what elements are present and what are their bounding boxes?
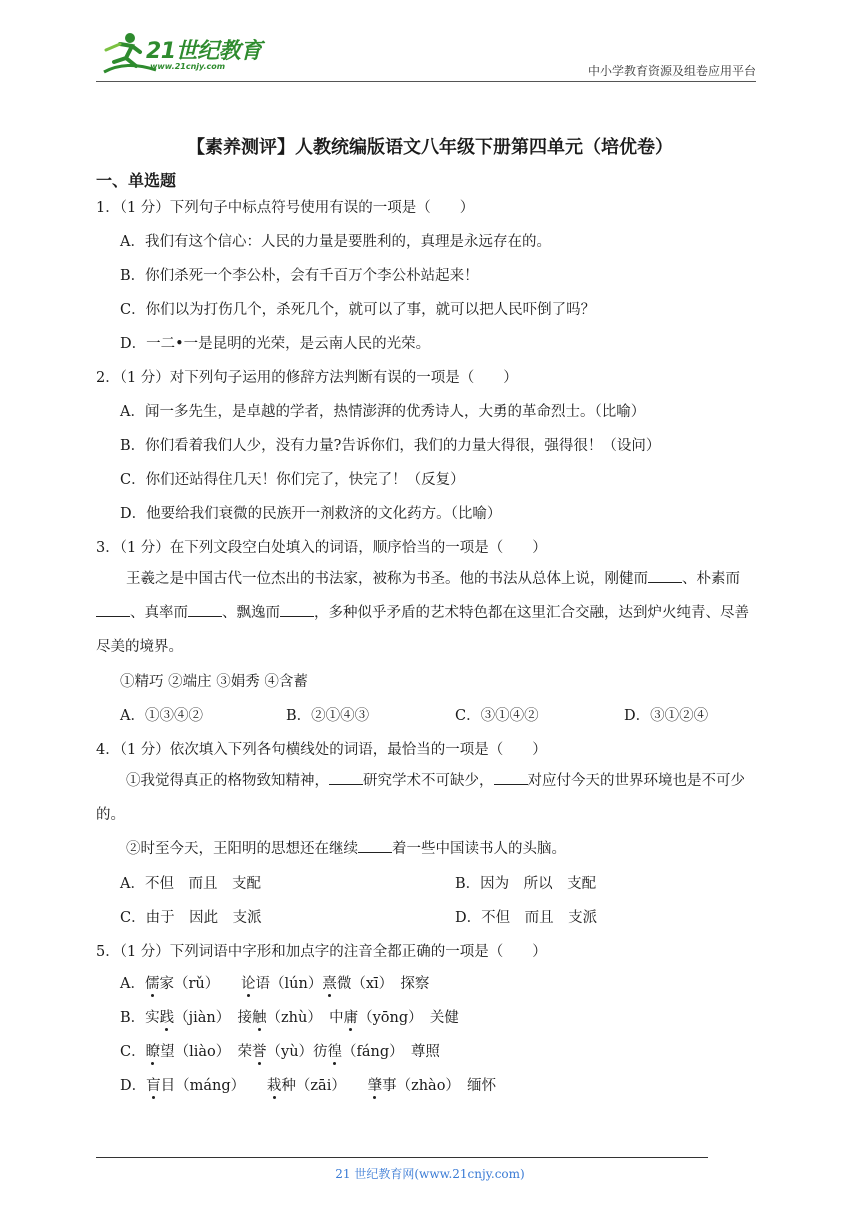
question-1-option-b: B．你们杀死一个李公朴，会有千百万个李公朴站起来！ (120, 268, 479, 284)
question-3-option-b: B．②①④③ (286, 708, 370, 724)
question-1-option-c: C．你们以为打伤几个，杀死几个，就可以了事，就可以把人民吓倒了吗？ (120, 302, 596, 318)
question-3-option-d: D．③①②④ (624, 708, 709, 724)
footer-divider (96, 1157, 708, 1158)
logo-text: 21世纪教育 (146, 39, 262, 64)
question-4-option-d: D．不但 而且 支派 (455, 910, 598, 926)
blank-line (96, 602, 130, 617)
question-4-stem: 4．（1 分）依次填入下列各句横线处的词语，最恰当的一项是（ ） (96, 742, 547, 758)
question-3-passage: 王羲之是中国古代一位杰出的书法家，被称为书圣。他的书法从总体上说，刚健而 、朴素而、真率而 、飘逸而 ，多种似乎矛盾的艺术特色都在这里汇合交融，达到炉火纯青、尽善尽美的境界。 (96, 562, 760, 664)
question-4-option-b: B．因为 所以 支配 (455, 876, 597, 892)
blank-line (648, 568, 682, 583)
footer-link[interactable]: 21 世纪教育网(www.21cnjy.com) (335, 1167, 525, 1181)
question-3-option-c: C．③①④② (455, 708, 539, 724)
platform-name: 中小学教育资源及组卷应用平台 (587, 64, 756, 78)
question-1-option-d: D．一二•一是昆明的光荣，是云南人民的光荣。 (120, 336, 431, 352)
question-1-stem: 1．（1 分）下列句子中标点符号使用有误的一项是（ ） (96, 200, 475, 216)
blank-line (494, 770, 528, 785)
question-2-option-b: B．你们看着我们人少，没有力量?告诉你们，我们的力量大得很，强得很！（设问） (120, 438, 661, 454)
question-2-option-c: C．你们还站得住几天！你们完了，快完了！（反复） (120, 472, 465, 488)
blank-line (280, 602, 314, 617)
question-2-stem: 2．（1 分）对下列句子运用的修辞方法判断有误的一项是（ ） (96, 370, 518, 386)
question-4-sentence-2: ②时至今天，王阳明的思想还在继续 着一些中国读书人的头脑。 (96, 832, 760, 866)
question-3-stem: 3．（1 分）在下列文段空白处填入的词语，顺序恰当的一项是（ ） (96, 540, 547, 556)
question-5-stem: 5．（1 分）下列词语中字形和加点字的注音全都正确的一项是（ ） (96, 944, 547, 960)
question-2-option-a: A．闻一多先生，是卓越的学者，热情澎湃的优秀诗人，大勇的革命烈士。（比喻） (120, 404, 646, 420)
blank-line (188, 602, 222, 617)
question-4-option-a: A．不但 而且 支配 (120, 876, 261, 892)
header-divider (96, 81, 756, 82)
page-title: 【素养测评】人教统编版语文八年级下册第四单元（培优卷） (187, 137, 673, 158)
blank-line (329, 770, 363, 785)
question-2-option-d: D．他要给我们衰微的民族开一剂救济的文化药方。（比喻） (120, 506, 502, 522)
question-3-word-bank: ①精巧 ②端庄 ③娟秀 ④含蓄 (120, 674, 308, 690)
question-4-sentence-1: ①我觉得真正的格物致知精神， 研究学术不可缺少， 对应付今天的世界环境也是不可少的。 (96, 764, 760, 832)
section-heading: 一、单选题 (96, 171, 177, 190)
question-1-option-a: A．我们有这个信心：人民的力量是要胜利的，真理是永远存在的。 (120, 234, 551, 250)
question-5-option-d: D．盲目（máng） 栽种（zāi） 肇事（zhào） 缅怀 (120, 1078, 497, 1094)
question-4-option-c: C．由于 因此 支派 (120, 910, 262, 926)
question-3-option-a: A．①③④② (120, 708, 203, 724)
question-5-option-c: C．瞭望（liào） 荣誉（yù）彷徨（fáng） 尊照 (120, 1044, 440, 1060)
question-5-option-a: A．儒家（rǔ） 论语（lún）熹微（xī） 探察 (120, 976, 430, 992)
blank-line (358, 838, 392, 853)
question-5-option-b: B．实践（jiàn） 接触（zhù） 中庸（yōng） 关健 (120, 1010, 459, 1026)
logo-url: www.21cnjy.com (150, 62, 226, 71)
